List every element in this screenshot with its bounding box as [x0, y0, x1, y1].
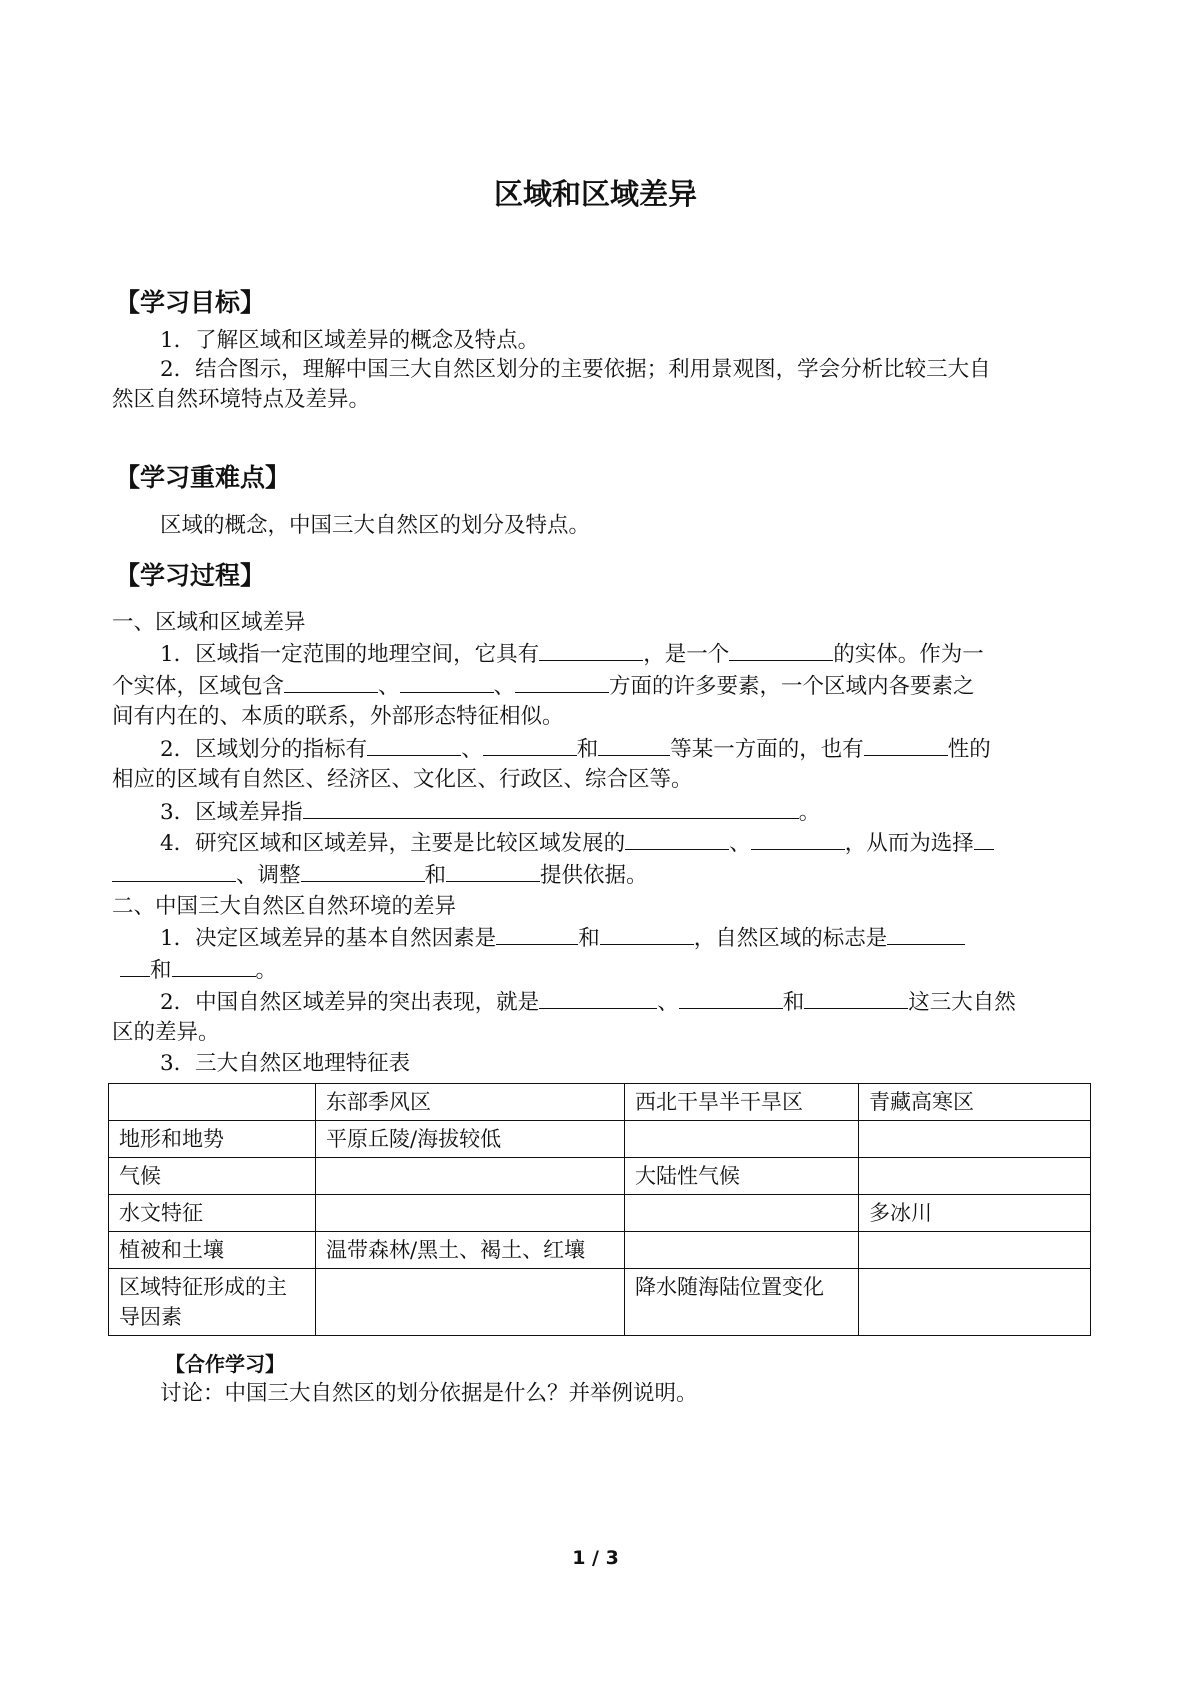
question-line: 3．区域差异指 。 — [160, 796, 1090, 829]
question-line: 区的差异。 — [112, 1020, 220, 1045]
fill-blank[interactable] — [679, 986, 783, 1009]
row-label: 气候 — [109, 1158, 316, 1195]
table-cell[interactable] — [316, 1195, 625, 1232]
table-row — [109, 1195, 1091, 1232]
header-cell: 西北干旱半干旱区 — [625, 1084, 859, 1121]
table-cell[interactable] — [859, 1269, 1091, 1336]
fill-blank[interactable] — [120, 954, 150, 977]
table-cell: 平原丘陵/海拔较低 — [316, 1121, 625, 1158]
table-row — [109, 1121, 1091, 1158]
table-cell: 温带森林/黑土、褐土、红壤 — [316, 1232, 625, 1269]
fill-blank[interactable] — [804, 986, 908, 1009]
question-line: 和 。 — [120, 954, 1100, 987]
fill-blank[interactable] — [864, 733, 948, 756]
question-line: 4．研究区域和区域差异，主要是比较区域发展的 、 ，从而为选择 — [160, 827, 1090, 860]
keypoints-heading: 【学习重难点】 — [115, 463, 291, 492]
section-title: 一、区域和区域差异 — [112, 610, 306, 635]
fill-blank[interactable] — [751, 827, 845, 850]
fill-blank[interactable] — [598, 733, 670, 756]
fill-blank[interactable] — [539, 638, 643, 661]
features-table — [108, 1083, 1091, 1336]
objectives-heading: 【学习目标】 — [115, 288, 266, 317]
header-cell — [109, 1084, 316, 1121]
fill-blank[interactable] — [539, 986, 657, 1009]
row-label: 地形和地势 — [109, 1121, 316, 1158]
fill-blank[interactable] — [172, 954, 256, 977]
table-cell: 多冰川 — [859, 1195, 1091, 1232]
table-cell[interactable] — [316, 1269, 625, 1336]
question-line: 1．决定区域差异的基本自然因素是 和 ，自然区域的标志是 — [160, 922, 1090, 955]
table-cell[interactable] — [625, 1195, 859, 1232]
fill-blank[interactable] — [515, 670, 609, 693]
fill-blank[interactable] — [496, 922, 578, 945]
coop-heading: 【合作学习】 — [165, 1352, 285, 1376]
fill-blank[interactable] — [284, 670, 378, 693]
coop-text: 讨论：中国三大自然区的划分依据是什么？并举例说明。 — [160, 1381, 698, 1406]
fill-blank[interactable] — [400, 670, 494, 693]
fill-blank[interactable] — [483, 733, 577, 756]
table-header-row — [109, 1084, 1091, 1121]
fill-blank[interactable] — [301, 859, 425, 882]
process-heading: 【学习过程】 — [115, 561, 266, 590]
fill-blank[interactable] — [446, 859, 540, 882]
fill-blank[interactable] — [887, 922, 965, 945]
table-row — [109, 1232, 1091, 1269]
header-cell: 东部季风区 — [316, 1084, 625, 1121]
question-line: 相应的区域有自然区、经济区、文化区、行政区、综合区等。 — [112, 767, 693, 792]
table-cell: 大陆性气候 — [625, 1158, 859, 1195]
fill-blank[interactable] — [367, 733, 461, 756]
question-line: 2．区域划分的指标有 、 和 等某一方面的，也有 性的 — [160, 733, 1090, 766]
question-line: 1．区域指一定范围的地理空间，它具有 ，是一个 的实体。作为一 — [160, 638, 1090, 671]
table-cell[interactable] — [859, 1232, 1091, 1269]
fill-blank[interactable] — [729, 638, 833, 661]
fill-blank[interactable] — [303, 796, 799, 819]
header-cell: 青藏高寒区 — [859, 1084, 1091, 1121]
row-label: 区域特征形成的主导因素 — [109, 1269, 316, 1336]
fill-blank[interactable] — [112, 859, 236, 882]
table-row — [109, 1269, 1091, 1336]
table-row — [109, 1158, 1091, 1195]
table-cell: 降水随海陆位置变化 — [625, 1269, 859, 1336]
question-line: 2．中国自然区域差异的突出表现，就是 、 和 这三大自然 — [160, 986, 1090, 1019]
table-cell[interactable] — [859, 1158, 1091, 1195]
page-number: 1 / 3 — [572, 1547, 619, 1569]
fill-blank[interactable] — [600, 922, 694, 945]
fill-blank[interactable] — [974, 827, 994, 850]
section-title: 二、中国三大自然区自然环境的差异 — [112, 894, 457, 919]
table-cell[interactable] — [625, 1232, 859, 1269]
row-label: 植被和土壤 — [109, 1232, 316, 1269]
table-cell[interactable] — [316, 1158, 625, 1195]
table-cell[interactable] — [625, 1121, 859, 1158]
objective-item: 2．结合图示，理解中国三大自然区划分的主要依据；利用景观图，学会分析比较三大自 — [160, 357, 991, 382]
question-line: 间有内在的、本质的联系，外部形态特征相似。 — [112, 704, 564, 729]
table-caption: 3．三大自然区地理特征表 — [160, 1051, 411, 1076]
fill-blank[interactable] — [625, 827, 729, 850]
table-cell[interactable] — [859, 1121, 1091, 1158]
keypoints-text: 区域的概念，中国三大自然区的划分及特点。 — [160, 513, 591, 538]
question-line: 个实体，区域包含 、 、 方面的许多要素，一个区域内各要素之 — [112, 670, 1092, 703]
objective-item-cont: 然区自然环境特点及差异。 — [112, 387, 371, 412]
row-label: 水文特征 — [109, 1195, 316, 1232]
page-title: 区域和区域差异 — [493, 177, 697, 211]
question-line: 、调整 和 提供依据。 — [112, 859, 1092, 892]
objective-item: 1．了解区域和区域差异的概念及特点。 — [160, 328, 540, 353]
